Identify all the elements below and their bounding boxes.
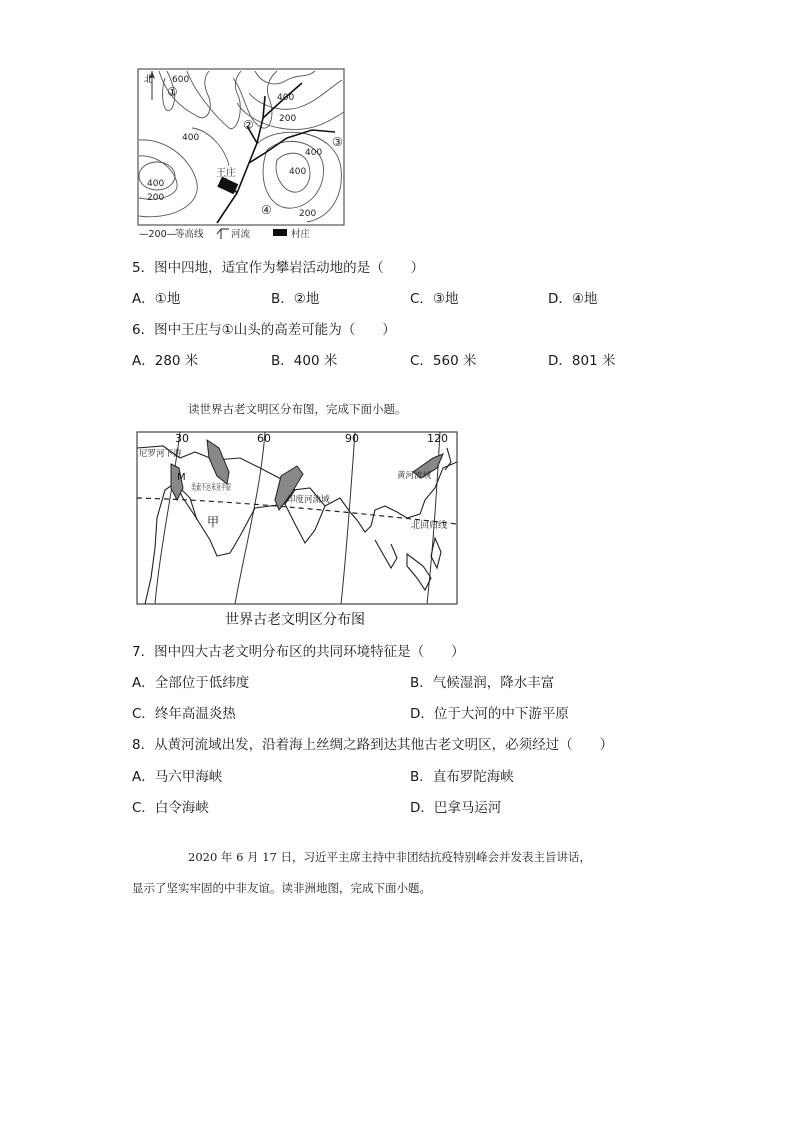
marker-jia: 甲 (207, 515, 220, 529)
q6-option-a[interactable]: A．280 米 (132, 353, 199, 369)
contour-label-400-top: 400 (277, 93, 295, 103)
label-yellow-river: 黄河流域 (397, 471, 432, 481)
contour-label-200-lower: 200 (299, 209, 317, 219)
contour-label-400-lower: 400 (289, 167, 307, 177)
contour-label-600: 600 (172, 75, 190, 85)
contour-label-400-mid: 400 (182, 133, 200, 143)
village-legend-icon (273, 229, 287, 236)
q7-option-a[interactable]: A．全部位于低纬度 (132, 675, 250, 691)
q7-option-d[interactable]: D．位于大河的中下游平原 (410, 706, 569, 722)
longitude-label-90: 90 (345, 432, 359, 445)
point-4-label: ④ (261, 203, 272, 217)
q5-option-c[interactable]: C．③地 (410, 291, 459, 307)
point-3-label: ③ (332, 135, 343, 149)
question-7: 7．图中四大古老文明分布区的共同环境特征是（ ） (132, 644, 465, 660)
q6-option-b[interactable]: B．400 米 (271, 353, 338, 369)
north-label: 北 (144, 75, 154, 85)
legend-river-label: 河流 (231, 229, 251, 240)
longitude-label-120: 120 (427, 432, 448, 445)
question-8: 8．从黄河流域出发，沿着海上丝绸之路到达其他古老文明区，必须经过（ ） (132, 737, 614, 753)
label-tropic-of-cancer: 北回归线 (411, 521, 448, 531)
q5-option-a[interactable]: A．①地 (132, 291, 181, 307)
q5-option-d[interactable]: D．④地 (548, 291, 598, 307)
question-5: 5．图中四地，适宜作为攀岩活动地的是（ ） (132, 260, 425, 276)
q6-option-d[interactable]: D．801 米 (548, 353, 616, 369)
contour-label-200-left: 200 (147, 193, 165, 203)
intro-text-2-line-2: 显示了坚实牢固的中非友谊。读非洲地图，完成下面小题。 (132, 881, 431, 895)
q5-option-b[interactable]: B．②地 (271, 291, 320, 307)
legend-contour-label: 等高线 (175, 229, 204, 240)
world-civilization-map (135, 428, 465, 628)
point-1-label: ① (167, 85, 178, 99)
marker-m: M (177, 472, 186, 483)
river-legend-icon (217, 229, 229, 239)
label-nile: 尼罗河下游 (139, 449, 182, 459)
q8-option-a[interactable]: A．马六甲海峡 (132, 769, 223, 785)
point-2-label: ② (243, 118, 254, 132)
label-indus: 印度河流域 (287, 495, 330, 505)
intro-text-1: 读世界古老文明区分布图，完成下面小题。 (188, 402, 407, 416)
q8-option-b[interactable]: B．直布罗陀海峡 (410, 769, 514, 785)
legend-village-label: 村庄 (291, 229, 311, 240)
longitude-label-60: 60 (257, 432, 271, 445)
q7-option-c[interactable]: C．终年高温炎热 (132, 706, 236, 722)
intro-text-2-line-1: 2020 年 6 月 17 日，习近平主席主持中非团结抗疫特别峰会并发表主旨讲话， (188, 850, 591, 864)
question-6: 6．图中王庄与①山头的高差可能为（ ） (132, 322, 396, 338)
contour-label-400-left: 400 (147, 179, 165, 189)
longitude-label-30: 30 (175, 432, 189, 445)
contour-label-400-right: 400 (305, 148, 323, 158)
q8-option-c[interactable]: C．白令海峡 (132, 800, 209, 816)
q6-option-c[interactable]: C．560 米 (410, 353, 477, 369)
label-mesopotamia: 美索不达米亚平原 (191, 483, 260, 493)
q7-option-b[interactable]: B．气候湿润，降水丰富 (410, 675, 555, 691)
map-caption: 世界古老文明区分布图 (225, 612, 365, 628)
map-legend (139, 228, 311, 240)
legend-contour-sample: —200— (139, 229, 177, 240)
village-label: 王庄 (216, 168, 236, 179)
contour-map (137, 68, 347, 243)
contour-label-200-right: 200 (279, 114, 297, 124)
q8-option-d[interactable]: D．巴拿马运河 (410, 800, 502, 816)
